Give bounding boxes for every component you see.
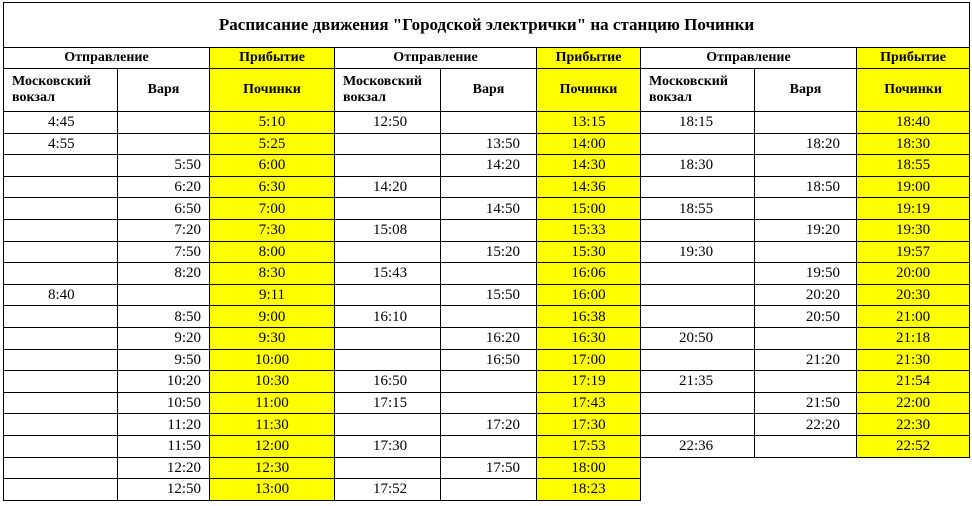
moscow-departure-cell: 21:35 <box>641 371 755 393</box>
varya-departure-cell: 15:50 <box>441 284 537 306</box>
varya-departure-cell <box>755 198 857 220</box>
pochinki-arrival-cell: 21:18 <box>857 327 970 349</box>
schedule-container <box>3 2 969 501</box>
schedule-table <box>3 2 970 501</box>
moscow-departure-cell <box>641 306 755 328</box>
empty-cell <box>857 479 970 501</box>
table-row <box>4 349 970 371</box>
pochinki-arrival-cell: 21:54 <box>857 371 970 393</box>
varya-departure-cell: 17:20 <box>441 414 537 436</box>
pochinki-arrival-cell: 17:43 <box>537 392 641 414</box>
table-row <box>4 435 970 457</box>
moscow-departure-cell <box>335 349 441 371</box>
pochinki-arrival-cell: 9:30 <box>210 327 335 349</box>
varya-departure-cell: 15:20 <box>441 241 537 263</box>
table-row <box>4 392 970 414</box>
moscow-departure-cell <box>641 349 755 371</box>
departure-header: Отправление <box>4 48 210 69</box>
pochinki-arrival-cell: 20:30 <box>857 284 970 306</box>
varya-departure-cell: 19:20 <box>755 219 857 241</box>
moscow-departure-cell: 12:50 <box>335 112 441 134</box>
pochinki-arrival-cell: 22:00 <box>857 392 970 414</box>
varya-departure-cell: 18:20 <box>755 133 857 155</box>
pochinki-arrival-cell: 12:30 <box>210 457 335 479</box>
pochinki-arrival-cell: 17:53 <box>537 435 641 457</box>
moscow-station-header: Московский вокзал <box>335 69 441 112</box>
moscow-departure-cell <box>4 198 118 220</box>
varya-departure-cell <box>441 219 537 241</box>
varya-departure-cell: 14:50 <box>441 198 537 220</box>
moscow-departure-cell: 16:50 <box>335 371 441 393</box>
pochinki-arrival-cell: 21:00 <box>857 306 970 328</box>
pochinki-arrival-cell: 10:30 <box>210 371 335 393</box>
varya-departure-cell: 7:50 <box>118 241 210 263</box>
pochinki-header: Починки <box>857 69 970 112</box>
moscow-departure-cell: 18:55 <box>641 198 755 220</box>
pochinki-arrival-cell: 20:00 <box>857 263 970 285</box>
pochinki-arrival-cell: 6:00 <box>210 155 335 177</box>
table-row <box>4 198 970 220</box>
moscow-departure-cell: 14:20 <box>335 176 441 198</box>
pochinki-arrival-cell: 16:30 <box>537 327 641 349</box>
arrival-header: Прибытие <box>210 48 335 69</box>
pochinki-arrival-cell: 19:30 <box>857 219 970 241</box>
moscow-departure-cell: 4:45 <box>4 112 118 134</box>
moscow-departure-cell <box>4 414 118 436</box>
varya-departure-cell: 7:20 <box>118 219 210 241</box>
varya-departure-cell: 13:50 <box>441 133 537 155</box>
moscow-departure-cell <box>641 414 755 436</box>
moscow-departure-cell <box>4 479 118 501</box>
pochinki-arrival-cell: 18:40 <box>857 112 970 134</box>
varya-header: Варя <box>118 69 210 112</box>
varya-departure-cell: 20:50 <box>755 306 857 328</box>
pochinki-arrival-cell: 19:00 <box>857 176 970 198</box>
varya-header: Варя <box>441 69 537 112</box>
empty-cell <box>755 479 857 501</box>
moscow-departure-cell <box>4 241 118 263</box>
moscow-departure-cell: 4:55 <box>4 133 118 155</box>
pochinki-arrival-cell: 18:55 <box>857 155 970 177</box>
varya-departure-cell: 6:20 <box>118 176 210 198</box>
varya-departure-cell <box>755 155 857 177</box>
pochinki-arrival-cell: 13:00 <box>210 479 335 501</box>
moscow-departure-cell: 8:40 <box>4 284 118 306</box>
varya-departure-cell <box>441 479 537 501</box>
moscow-departure-cell <box>641 176 755 198</box>
varya-departure-cell <box>118 284 210 306</box>
departure-header: Отправление <box>641 48 857 69</box>
pochinki-arrival-cell: 5:25 <box>210 133 335 155</box>
table-row <box>4 219 970 241</box>
pochinki-arrival-cell: 19:57 <box>857 241 970 263</box>
pochinki-arrival-cell: 13:15 <box>537 112 641 134</box>
table-row <box>4 327 970 349</box>
varya-departure-cell: 10:50 <box>118 392 210 414</box>
moscow-departure-cell <box>4 219 118 241</box>
moscow-departure-cell <box>335 414 441 436</box>
pochinki-arrival-cell: 16:06 <box>537 263 641 285</box>
header-row-2 <box>4 69 970 112</box>
varya-departure-cell: 11:20 <box>118 414 210 436</box>
pochinki-arrival-cell: 22:52 <box>857 435 970 457</box>
varya-departure-cell: 16:50 <box>441 349 537 371</box>
varya-departure-cell: 18:50 <box>755 176 857 198</box>
pochinki-arrival-cell: 22:30 <box>857 414 970 436</box>
varya-departure-cell: 21:20 <box>755 349 857 371</box>
moscow-departure-cell <box>4 392 118 414</box>
pochinki-arrival-cell: 18:23 <box>537 479 641 501</box>
table-row <box>4 263 970 285</box>
pochinki-arrival-cell: 8:30 <box>210 263 335 285</box>
pochinki-arrival-cell: 15:30 <box>537 241 641 263</box>
varya-departure-cell: 12:20 <box>118 457 210 479</box>
pochinki-arrival-cell: 17:00 <box>537 349 641 371</box>
empty-cell <box>641 479 755 501</box>
pochinki-arrival-cell: 16:00 <box>537 284 641 306</box>
varya-departure-cell: 11:50 <box>118 435 210 457</box>
moscow-departure-cell <box>4 306 118 328</box>
moscow-station-header: Московский вокзал <box>4 69 118 112</box>
varya-departure-cell <box>118 112 210 134</box>
pochinki-arrival-cell: 17:19 <box>537 371 641 393</box>
varya-departure-cell: 8:20 <box>118 263 210 285</box>
moscow-departure-cell: 17:15 <box>335 392 441 414</box>
varya-departure-cell <box>441 306 537 328</box>
pochinki-arrival-cell: 7:00 <box>210 198 335 220</box>
empty-cell <box>755 457 857 479</box>
varya-departure-cell: 21:50 <box>755 392 857 414</box>
table-row <box>4 284 970 306</box>
varya-departure-cell: 5:50 <box>118 155 210 177</box>
pochinki-arrival-cell: 14:30 <box>537 155 641 177</box>
table-row <box>4 414 970 436</box>
moscow-departure-cell: 18:15 <box>641 112 755 134</box>
varya-departure-cell <box>441 392 537 414</box>
table-row <box>4 371 970 393</box>
varya-header: Варя <box>755 69 857 112</box>
moscow-station-header: Московский вокзал <box>641 69 755 112</box>
pochinki-arrival-cell: 9:11 <box>210 284 335 306</box>
varya-departure-cell <box>118 133 210 155</box>
pochinki-arrival-cell: 14:00 <box>537 133 641 155</box>
varya-departure-cell <box>755 241 857 263</box>
varya-departure-cell <box>441 371 537 393</box>
pochinki-arrival-cell: 18:30 <box>857 133 970 155</box>
empty-cell <box>857 457 970 479</box>
moscow-departure-cell <box>335 327 441 349</box>
pochinki-arrival-cell: 12:00 <box>210 435 335 457</box>
moscow-departure-cell <box>335 457 441 479</box>
pochinki-arrival-cell: 9:00 <box>210 306 335 328</box>
moscow-departure-cell <box>4 457 118 479</box>
pochinki-arrival-cell: 19:19 <box>857 198 970 220</box>
moscow-departure-cell <box>335 155 441 177</box>
varya-departure-cell <box>755 327 857 349</box>
table-row <box>4 133 970 155</box>
pochinki-header: Починки <box>537 69 641 112</box>
header-row-1 <box>4 48 970 69</box>
moscow-departure-cell <box>4 155 118 177</box>
moscow-departure-cell <box>4 327 118 349</box>
varya-departure-cell <box>441 176 537 198</box>
pochinki-arrival-cell: 11:30 <box>210 414 335 436</box>
varya-departure-cell: 10:20 <box>118 371 210 393</box>
varya-departure-cell <box>755 112 857 134</box>
pochinki-arrival-cell: 14:36 <box>537 176 641 198</box>
varya-departure-cell <box>441 112 537 134</box>
pochinki-arrival-cell: 6:30 <box>210 176 335 198</box>
varya-departure-cell: 9:20 <box>118 327 210 349</box>
varya-departure-cell <box>441 435 537 457</box>
pochinki-arrival-cell: 16:38 <box>537 306 641 328</box>
pochinki-arrival-cell: 21:30 <box>857 349 970 371</box>
moscow-departure-cell <box>641 263 755 285</box>
moscow-departure-cell: 17:30 <box>335 435 441 457</box>
table-row <box>4 479 970 501</box>
varya-departure-cell: 22:20 <box>755 414 857 436</box>
varya-departure-cell <box>755 371 857 393</box>
pochinki-arrival-cell: 15:00 <box>537 198 641 220</box>
moscow-departure-cell <box>335 198 441 220</box>
varya-departure-cell: 19:50 <box>755 263 857 285</box>
varya-departure-cell <box>755 435 857 457</box>
pochinki-arrival-cell: 11:00 <box>210 392 335 414</box>
moscow-departure-cell <box>335 284 441 306</box>
pochinki-arrival-cell: 8:00 <box>210 241 335 263</box>
moscow-departure-cell: 16:10 <box>335 306 441 328</box>
page-title: Расписание движения "Городской электрички" на станцию Починки <box>4 3 970 48</box>
moscow-departure-cell: 15:43 <box>335 263 441 285</box>
arrival-header: Прибытие <box>537 48 641 69</box>
pochinki-header: Починки <box>210 69 335 112</box>
moscow-departure-cell <box>641 133 755 155</box>
pochinki-arrival-cell: 5:10 <box>210 112 335 134</box>
moscow-departure-cell: 17:52 <box>335 479 441 501</box>
moscow-departure-cell: 19:30 <box>641 241 755 263</box>
moscow-departure-cell <box>335 241 441 263</box>
pochinki-arrival-cell: 7:30 <box>210 219 335 241</box>
pochinki-arrival-cell: 17:30 <box>537 414 641 436</box>
varya-departure-cell: 12:50 <box>118 479 210 501</box>
moscow-departure-cell: 20:50 <box>641 327 755 349</box>
varya-departure-cell: 17:50 <box>441 457 537 479</box>
table-row <box>4 176 970 198</box>
varya-departure-cell: 20:20 <box>755 284 857 306</box>
varya-departure-cell: 16:20 <box>441 327 537 349</box>
moscow-departure-cell: 15:08 <box>335 219 441 241</box>
varya-departure-cell: 8:50 <box>118 306 210 328</box>
moscow-departure-cell: 18:30 <box>641 155 755 177</box>
pochinki-arrival-cell: 10:00 <box>210 349 335 371</box>
empty-cell <box>641 457 755 479</box>
varya-departure-cell: 14:20 <box>441 155 537 177</box>
moscow-departure-cell <box>335 133 441 155</box>
moscow-departure-cell <box>4 371 118 393</box>
moscow-departure-cell <box>641 284 755 306</box>
pochinki-arrival-cell: 18:00 <box>537 457 641 479</box>
moscow-departure-cell <box>4 263 118 285</box>
table-row <box>4 457 970 479</box>
moscow-departure-cell <box>641 219 755 241</box>
moscow-departure-cell <box>641 392 755 414</box>
moscow-departure-cell <box>4 176 118 198</box>
moscow-departure-cell <box>4 435 118 457</box>
table-row <box>4 306 970 328</box>
varya-departure-cell <box>441 263 537 285</box>
departure-header: Отправление <box>335 48 537 69</box>
table-row <box>4 112 970 134</box>
table-row <box>4 155 970 177</box>
pochinki-arrival-cell: 15:33 <box>537 219 641 241</box>
moscow-departure-cell <box>4 349 118 371</box>
arrival-header: Прибытие <box>857 48 970 69</box>
table-row <box>4 241 970 263</box>
moscow-departure-cell: 22:36 <box>641 435 755 457</box>
varya-departure-cell: 6:50 <box>118 198 210 220</box>
varya-departure-cell: 9:50 <box>118 349 210 371</box>
